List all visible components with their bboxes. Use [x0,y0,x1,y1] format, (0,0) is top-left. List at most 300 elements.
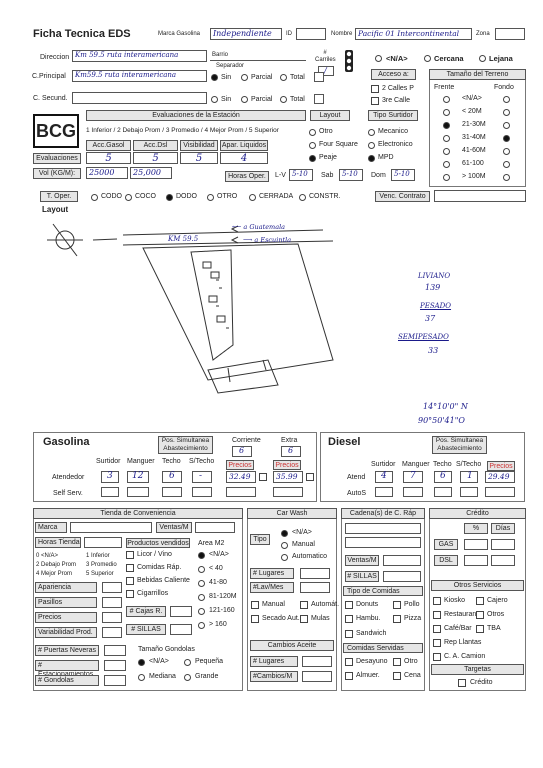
terreno-option-label-3: 31-40M [462,134,486,141]
gasolina-self-manguer[interactable] [127,487,149,497]
terreno-option-label-1: < 20M [462,108,482,115]
diesel-autos-stecho[interactable] [460,487,478,497]
form-title: Ficha Tecnica EDS [33,28,131,40]
horas-sab-label: Sab [321,172,334,179]
cprincipal-total-radio[interactable] [280,74,287,81]
terreno-frente-radio-1[interactable] [443,109,450,116]
cprincipal-field[interactable]: Km59.5 ruta interamericana [72,70,207,82]
zona-field[interactable] [495,28,525,40]
cambios-lugares-label: # Lugares [250,656,298,667]
tienda-area-label-4: 121-160 [209,607,235,614]
diesel-manguer-field[interactable]: 7 [403,471,423,483]
proximity-lejana-label: Lejana [489,54,513,63]
eval-accdsl-field[interactable]: 5 [133,152,178,164]
gasolina-precios-label-2: Precios [273,460,301,470]
tienda-eval-label-pasillos: Pasillos [35,597,97,608]
road-label-guatemala: ⟵ a Guatemala [232,223,286,231]
csecund-total-label: Total [290,96,305,103]
toper-radio-2[interactable] [166,194,173,201]
credito-dsl-dias[interactable] [491,555,515,566]
terreno-fondo-radio-1[interactable] [503,109,510,116]
gasolina-techo-field[interactable]: 6 [162,471,182,483]
tienda-marca-label: Marca [35,522,67,533]
cprincipal-label: C.Principal [32,73,66,80]
diesel-autos-surtidor[interactable] [375,487,393,497]
tienda-eval-field-precios[interactable] [102,612,122,623]
eval-col-accdsl: Acc.Dsl [133,140,178,151]
direccion-label: Direccion [40,54,70,61]
toper-radio-3[interactable] [207,194,214,201]
tg-na-label: <N/A> [149,658,169,665]
cambios-aceite-header: Cambios Aceite [250,640,334,651]
tienda-horas-label: Horas Tienda [35,537,81,548]
tienda-area-radio-4[interactable] [198,608,205,615]
gasolina-manguer-field[interactable]: 12 [127,471,149,483]
otros-check-6[interactable] [433,639,441,647]
otros-check-2[interactable] [433,611,441,619]
csecund-label: C. Secund. [33,95,68,102]
cadena-almuer-check[interactable] [345,672,353,680]
layout-foursquare-radio[interactable] [309,142,316,149]
tienda-area-radio-5[interactable] [198,622,205,629]
bcg-logo: BCG [33,114,79,148]
csecund-parcial-radio[interactable] [241,96,248,103]
credito-dsl-label: DSL [434,555,458,566]
gasolina-self-precio-1[interactable] [226,487,256,497]
tipo-mecanico-label: Mecanico [378,128,408,135]
gasolina-atendedor-label: Atendedor [52,474,85,481]
tienda-prod-check-1[interactable] [126,564,134,572]
gasolina-self-label: Self Serv. [53,490,83,497]
cambios-lugares-field[interactable] [302,656,332,667]
cadena-pizza-check[interactable] [393,615,401,623]
tienda-prod-label-3: Cigarrillos [137,590,169,597]
cadena-cena-check[interactable] [393,672,401,680]
tienda-area-label-5: > 160 [209,621,227,628]
tipo-electronico-radio[interactable] [368,142,375,149]
tg-grande-label: Grande [195,673,219,680]
cadena-cena-label: Cena [404,672,421,679]
tienda-area-label-1: < 40 [209,565,223,572]
cadena-desayuno-check[interactable] [345,658,353,666]
terreno-option-label-2: 21-30M [462,121,486,128]
tienda-tam-gondolas-label: Tamaño Gondolas [138,646,195,653]
tienda-prod-check-2[interactable] [126,577,134,585]
otros-label-6: Rep Llantas [444,639,482,646]
eval-col-accgasol: Acc.Gasol [86,140,131,151]
toper-label-4: CERRADA [259,193,294,200]
otros-label-5: TBA [487,625,501,632]
proximity-lejana-radio[interactable] [479,55,486,62]
tienda-area-label: Area M2 [198,540,225,547]
tg-pequena-label: Pequeña [195,658,224,665]
layout-otro-label: Otro [319,128,333,135]
gasolina-col-surtidor: Surtidor [96,458,121,465]
cadena-ventas-label: Ventas/M [345,555,379,566]
horas-lv-field[interactable]: 5-10 [289,169,313,181]
carwash-auto-radio[interactable] [281,554,288,561]
credito-gas-dias[interactable] [491,539,515,550]
gasolina-extra-label: Extra [281,437,298,444]
terreno-fondo-radio-3[interactable] [503,135,510,142]
gasolina-precio-1-check[interactable] [259,473,267,481]
vol-field-1[interactable]: 25000 [86,167,128,179]
acceso-2calles-check[interactable] [371,85,379,93]
tienda-puertas-field[interactable] [104,645,126,656]
tienda-area-radio-1[interactable] [198,566,205,573]
cprincipal-parcial-radio[interactable] [241,74,248,81]
carriles-field[interactable]: / [318,66,334,76]
tienda-legend-5: 5 Superior [86,571,114,577]
diesel-techo-field[interactable]: 6 [434,471,452,483]
terreno-option-label-4: 41-60M [462,147,486,154]
csecund-total-radio[interactable] [280,96,287,103]
cprincipal-total-label: Total [290,74,305,81]
terreno-frente-radio-2[interactable] [443,122,450,129]
credito-header: Crédito [429,508,526,519]
cadena-header: Cadena(s) de C. Ráp [341,508,425,519]
carwash-secado-check-label: Secado Aut. [262,615,300,622]
tienda-area-radio-2[interactable] [198,580,205,587]
tienda-legend-4: 4 Mejor Prom [36,571,73,577]
gasolina-precios-label-1: Precios [226,460,254,470]
credito-pct-label: % [464,523,488,534]
zona-label: Zona [476,31,490,37]
csecund-parcial-label: Parcial [251,96,273,103]
cadena-donuts-check[interactable] [345,601,353,609]
cadena-sillas-field[interactable] [383,571,421,582]
layout-button[interactable]: Layout [310,110,350,121]
tienda-estac-field[interactable] [104,660,126,671]
credito-check[interactable] [458,679,466,687]
cadena-pollo-label: Pollo [404,601,420,608]
otros-label-3: Otros [487,611,505,618]
tienda-gondolas-label: # Gondolas [35,675,99,686]
terreno-frente-label: Frente [434,84,455,91]
tienda-area-radio-0[interactable] [198,552,205,559]
tienda-prod-check-0[interactable] [126,551,134,559]
otros-check-5[interactable] [476,625,484,633]
id-field[interactable] [296,28,326,40]
cadena-hambu-check[interactable] [345,615,353,623]
layout-section-label: Layout [42,205,69,214]
diesel-stecho-field[interactable]: 1 [460,471,478,483]
diesel-autos-manguer[interactable] [403,487,423,497]
gasolina-corriente-field[interactable]: 6 [232,446,252,457]
proximity-cercana-radio[interactable] [424,55,431,62]
cprincipal-extra-check[interactable] [314,72,324,82]
carwash-mulas-check[interactable] [300,615,308,623]
cprincipal-sin-radio[interactable] [211,74,218,81]
toper-radio-1[interactable] [125,194,132,201]
tienda-productos-header: Productos vendidos [127,540,189,547]
tg-grande-radio[interactable] [184,674,191,681]
compass-icon [47,224,83,256]
traffic-light-icon [343,50,355,72]
cadena-otro-check[interactable] [393,658,401,666]
gasolina-col-manguer: Manguer [127,458,155,465]
terreno-fondo-radio-4[interactable] [503,148,510,155]
carwash-automat-check[interactable] [300,601,308,609]
gasolina-stecho-field[interactable]: - [192,471,212,483]
acceso-3calle-label: 3re Calle [382,97,411,104]
carriles-label: # Carriles [315,50,336,63]
tipo-surtidor-button[interactable]: Tipo Surtidor [368,110,418,121]
tienda-estac-label: # [35,660,99,671]
evaluaciones-scale: 1 Inferior / 2 Debajo Prom / 3 Promedio / 4 Mejor Prom / 5 Superior [86,127,279,134]
layout-foursquare-label: Four Square [319,141,358,148]
cadena-otro-label: Otro [404,658,418,665]
tienda-ventas-label: Ventas/M [156,522,192,533]
carwash-automat-check-label: Automát. [311,601,340,608]
csecund-extra-check[interactable] [314,94,324,104]
tienda-cajas-field[interactable] [170,606,192,617]
vol-label: Vol (KG/M): [33,168,81,179]
tienda-legend-3: 3 Promedio [86,562,117,568]
horas-sab-field[interactable]: 5-10 [339,169,363,181]
credito-gas-pct[interactable] [464,539,488,550]
eval-col-apar-liquidos: Apar. Liquidos [221,142,267,149]
diesel-atend-label: Atend [347,474,366,481]
carwash-tipo-label: Tipo [250,534,270,545]
credito-gas-label: GAS [434,539,458,550]
tienda-puertas-label: # Puertas Neveras [35,645,99,656]
otros-check-1[interactable] [476,597,484,605]
gasolina-self-surtidor[interactable] [101,487,119,497]
traffic-liviano-label: LIVIANO [418,272,451,280]
tienda-cajas-label: # Cajas R. [126,606,166,617]
cambios-mes-label: #Cambios/M [250,671,298,682]
cadena-tipo-comidas-header: Tipo de Comidas [343,586,423,596]
tienda-sillas-field[interactable] [170,624,192,635]
eval-apar-field[interactable]: 4 [220,152,268,164]
km-label: KM 59.5 [168,235,199,243]
tienda-area-label-3: 81-120M [209,593,237,600]
venc-contrato-label: Venc. Contrato [375,191,430,202]
tienda-prod-check-3[interactable] [126,590,134,598]
tienda-prod-label-2: Bebidas Caliente [137,577,190,584]
horas-dom-field[interactable]: 5-10 [391,169,415,181]
diesel-pos-sim: Pos. Simultanea Abastecimiento [432,436,487,454]
gasolina-precio-2-field[interactable]: 35.99 [273,471,303,483]
terreno-option-label-0: <N/A> [462,95,482,102]
toper-label-2: DODO [176,193,197,200]
terreno-fondo-radio-5[interactable] [503,161,510,168]
tg-mediana-label: Mediana [149,673,176,680]
tienda-eval-label-variabilidad: Variabilidad Prod. [35,627,97,638]
carwash-secado-check[interactable] [251,615,259,623]
carwash-manual-radio[interactable] [281,542,288,549]
terreno-frente-radio-5[interactable] [443,161,450,168]
eval-row-label: Evaluaciones [33,153,81,164]
tienda-eval-field-pasillos[interactable] [102,597,122,608]
carwash-lavmes-field[interactable] [300,582,330,593]
eval-col-visibilidad: Visibilidad [180,140,218,151]
terreno-header: Tamaño del Terreno [429,69,526,80]
tg-mediana-radio[interactable] [138,674,145,681]
acceso-2calles-label: 2 Calles P [382,85,414,92]
gasolina-corriente-label: Corriente [232,437,261,444]
cadena-donuts-label: Donuts [356,601,379,608]
tg-pequena-radio[interactable] [184,659,191,666]
diesel-surtidor-field[interactable]: 4 [375,471,393,483]
toper-label: T. Oper. [40,191,78,202]
toper-label-0: CODO [101,193,122,200]
tienda-header: Tienda de Conveniencia [33,508,243,519]
gasolina-precio-2-check[interactable] [306,473,314,481]
traffic-pesado-value: 37 [425,314,436,323]
carwash-lavmes-label: #Lav/Mes [250,582,294,593]
terreno-fondo-radio-6[interactable] [503,174,510,181]
tipo-mpd-label: MPD [378,154,394,161]
carwash-manual-check-label: Manual [262,601,285,608]
gasolina-precio-1-field[interactable]: 32.49 [226,471,256,483]
diesel-col-surtidor: Surtidor [371,461,396,468]
layout-peaje-label: Peaje [319,154,337,161]
otros-check-4[interactable] [433,625,441,633]
tienda-ventas-field[interactable] [195,522,235,533]
csecund-sin-label: Sin [221,96,232,103]
traffic-liviano-value: 139 [425,283,441,292]
gasolina-title: Gasolina [43,436,90,448]
acceso-3calle-check[interactable] [371,97,379,105]
gasolina-extra-field[interactable]: 6 [281,446,301,457]
csecund-field[interactable] [72,92,207,104]
traffic-semipesado-label: SEMIPESADO [398,333,449,341]
diesel-autos-techo[interactable] [434,487,452,497]
id-label: ID [286,31,292,37]
vol-field-2[interactable]: 25,000 [130,167,172,179]
coordinate-lat: 14°10'0" N [423,402,468,411]
otros-check-3[interactable] [476,611,484,619]
horas-lv-label: L-V [275,172,286,179]
tienda-area-radio-3[interactable] [198,594,205,601]
credito-dias-label: Días [491,523,515,534]
otros-label-2: Restauran [444,611,477,618]
acceso-header: Acceso a: [371,69,416,80]
cadena-ventas-field[interactable] [383,555,421,566]
tienda-eval-label-precios: Precios [35,612,97,623]
tg-na-radio[interactable] [138,659,145,666]
cadena-sillas-label: # SILLAS [345,571,379,582]
cadena-name-field-1[interactable] [345,523,421,534]
otros-label-0: Kiosko [444,597,466,604]
diesel-precios-label: Precios [487,461,515,471]
marca-label: Marca Gasolina [158,31,201,37]
otros-check-0[interactable] [433,597,441,605]
gasolina-self-stecho[interactable] [192,487,212,497]
eval-accgasol-field[interactable]: 5 [86,152,131,164]
proximity-na-radio[interactable] [375,55,382,62]
otros-label-7: C. A. Camion [444,653,486,660]
cprincipal-parcial-label: Parcial [251,74,273,81]
otros-check-7[interactable] [433,653,441,661]
cprincipal-sin-label: Sin [221,74,232,81]
evaluaciones-header: Evaluaciones de la Estación [86,110,306,121]
gasolina-col-techo: Techo [162,458,181,465]
tienda-sillas-label: # SILLAS [126,624,166,635]
tienda-prod-label-1: Comidas Ráp. [137,564,182,571]
tienda-marca-field[interactable] [70,522,152,533]
marca-field[interactable]: Independiente [210,28,282,40]
csecund-sin-radio[interactable] [211,96,218,103]
carwash-na-radio[interactable] [281,530,288,537]
carwash-na-label: <N/A> [292,529,312,536]
gasolina-pos-sim: Pos. Simultanea Abastecimiento [158,436,213,454]
toper-radio-5[interactable] [299,194,306,201]
layout-peaje-radio[interactable] [309,155,316,162]
layout-otro-radio[interactable] [309,129,316,136]
horas-dom-label: Dom [371,172,386,179]
cadena-name-field-2[interactable] [345,537,421,548]
direccion-field[interactable]: Km 59.5 ruta interamericana [72,50,207,62]
terreno-fondo-radio-2[interactable] [503,122,510,129]
tienda-area-label-0: <N/A> [209,551,229,558]
tienda-horas-field[interactable] [84,537,122,548]
proximity-cercana-label: Cercana [434,54,464,63]
diesel-col-manguer: Manguer [402,461,430,468]
tipo-mecanico-radio[interactable] [368,129,375,136]
toper-label-3: OTRO [217,193,238,200]
toper-radio-4[interactable] [249,194,256,201]
terreno-frente-radio-4[interactable] [443,148,450,155]
carwash-manual-check[interactable] [251,601,259,609]
tienda-eval-field-apariencia[interactable] [102,582,122,593]
terreno-option-label-5: 61-100 [462,160,484,167]
otros-servicios-header: Otros Servicios [431,580,524,591]
diesel-col-techo: Techo [433,461,452,468]
tipo-electronico-label: Electronico [378,141,413,148]
barrio-line [210,60,306,61]
tienda-area-label-2: 41-80 [209,579,227,586]
eval-visibilidad-field[interactable]: 5 [180,152,218,164]
carwash-mulas-check-label: Mulas [311,615,330,622]
venc-contrato-field[interactable] [434,190,526,202]
cambios-mes-field[interactable] [302,671,332,682]
terreno-frente-radio-6[interactable] [443,174,450,181]
gasolina-self-techo[interactable] [162,487,182,497]
terreno-frente-radio-0[interactable] [443,96,450,103]
carwash-header: Car Wash [247,508,337,519]
tienda-eval-field-variabilidad[interactable] [102,627,122,638]
terreno-frente-radio-3[interactable] [443,135,450,142]
traffic-semipesado-value: 33 [428,346,439,355]
tipo-mpd-radio[interactable] [368,155,375,162]
diesel-title: Diesel [328,436,361,448]
terreno-fondo-radio-0[interactable] [503,96,510,103]
cadena-sandwich-check[interactable] [345,630,353,638]
tienda-legend-0: 0 <N/A> [36,553,59,559]
toper-label-5: CONSTR. [309,193,341,200]
tienda-gondolas-field[interactable] [104,675,126,686]
cadena-pollo-check[interactable] [393,601,401,609]
tienda-eval-label-apariencia: Apariencia [35,582,97,593]
nombre-field[interactable]: Pacific 01 Intercontinental [355,28,472,40]
diesel-autos-precio[interactable] [485,487,515,497]
targetas-header: Targetas [431,664,524,675]
carwash-manual-label: Manual [292,541,315,548]
toper-radio-0[interactable] [91,194,98,201]
traffic-pesado-label: PESADO [420,302,452,310]
gasolina-self-precio-2[interactable] [273,487,303,497]
terreno-option-label-6: > 100M [462,173,486,180]
cadena-servidas-header: Comidas Servidas [343,643,423,653]
gasolina-surtidor-field[interactable]: 3 [101,471,119,483]
cadena-almuer-label: Almuer. [356,672,380,679]
carwash-lugares-field[interactable] [300,568,330,579]
diesel-precio-field[interactable]: 29.49 [485,471,515,483]
credito-dsl-pct[interactable] [464,555,488,566]
